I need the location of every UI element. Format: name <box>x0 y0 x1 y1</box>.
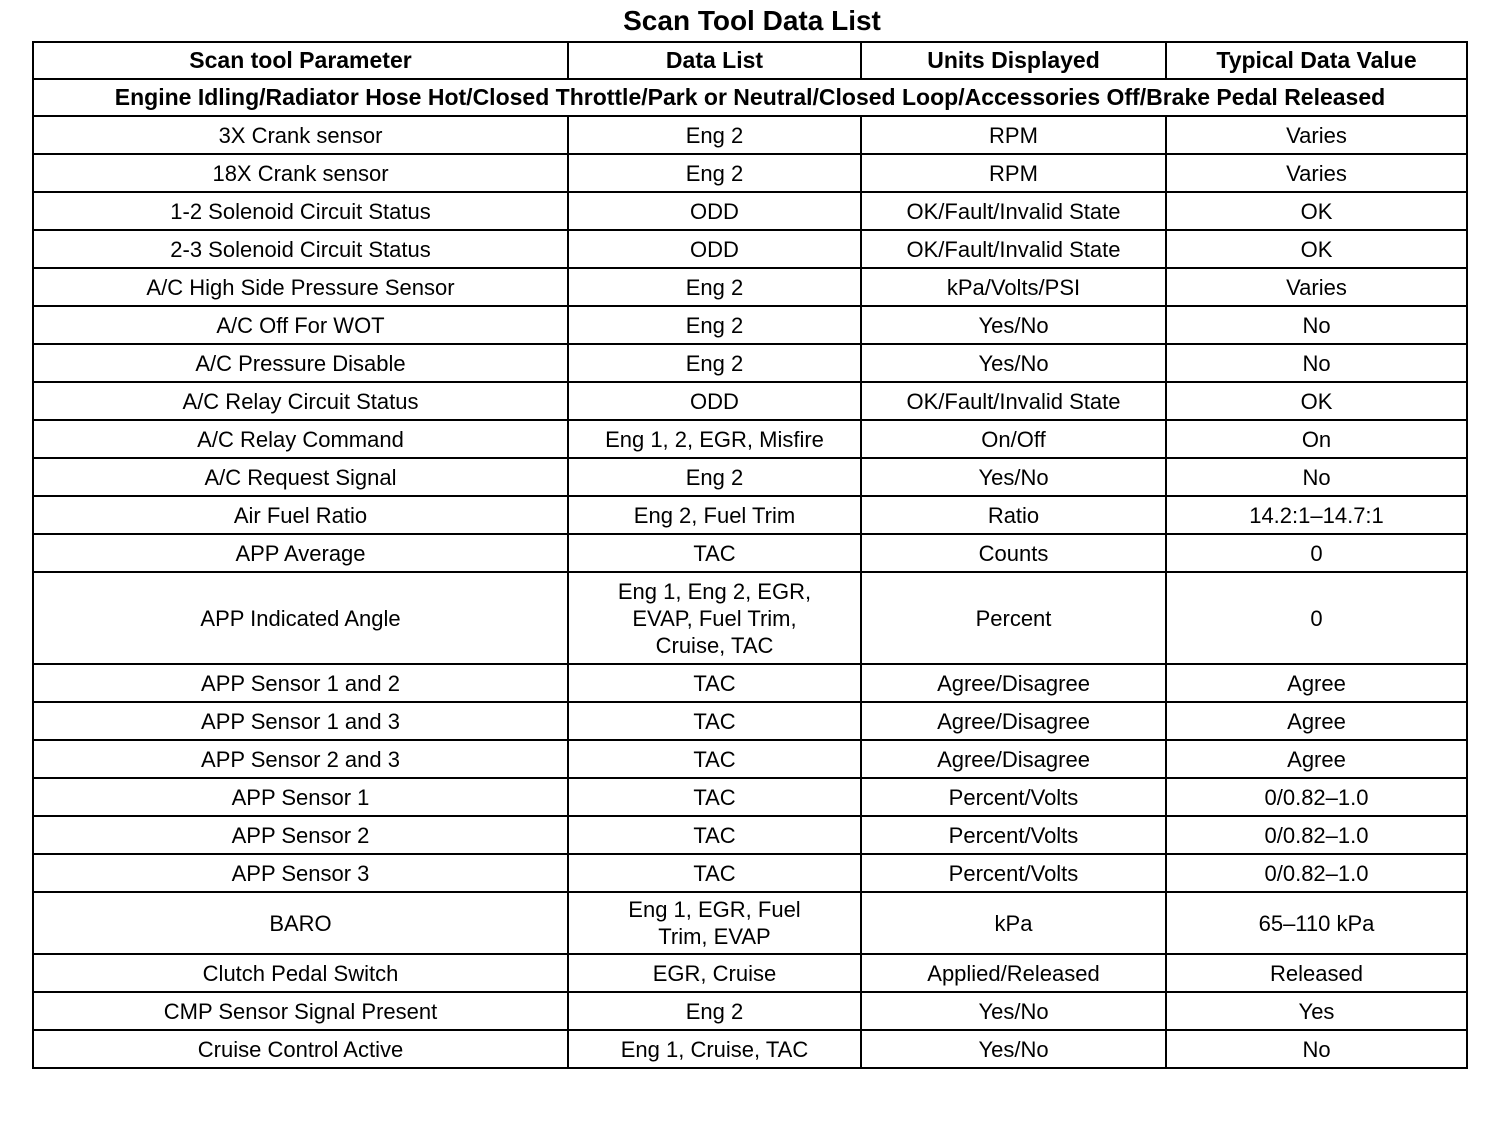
cell-units: kPa/Volts/PSI <box>861 268 1166 306</box>
data-list-line: Trim, EVAP <box>658 924 771 949</box>
cell-parameter: 3X Crank sensor <box>33 116 568 154</box>
cell-parameter: Air Fuel Ratio <box>33 496 568 534</box>
cell-typical-value: 0/0.82–1.0 <box>1166 854 1467 892</box>
cell-units: Yes/No <box>861 344 1166 382</box>
table-row <box>33 854 1467 892</box>
table-row <box>33 420 1467 458</box>
header-typical-value: Typical Data Value <box>1166 42 1467 79</box>
data-list-line: TAC <box>693 860 736 886</box>
cell-units: Counts <box>861 534 1166 572</box>
cell-data-list <box>568 458 861 496</box>
data-list-line: Eng 2 <box>685 464 744 490</box>
table-row <box>33 154 1467 192</box>
cell-units: On/Off <box>861 420 1166 458</box>
cell-typical-value: Released <box>1166 954 1467 992</box>
data-list-line: EVAP, Fuel Trim, <box>632 605 797 631</box>
cell-typical-value: OK <box>1166 192 1467 230</box>
cell-data-list <box>568 954 861 992</box>
cell-parameter: APP Sensor 1 <box>33 778 568 816</box>
cell-typical-value: 0/0.82–1.0 <box>1166 816 1467 854</box>
table-row <box>33 992 1467 1030</box>
cell-units: Ratio <box>861 496 1166 534</box>
data-list-line: Eng 2, Fuel Trim <box>633 502 796 528</box>
cell-units: Yes/No <box>861 1030 1166 1068</box>
data-list-line: TAC <box>693 540 736 566</box>
table-row <box>33 740 1467 778</box>
data-list-line: Eng 1, EGR, Fuel <box>628 897 801 922</box>
cell-typical-value: On <box>1166 420 1467 458</box>
cell-units: Applied/Released <box>861 954 1166 992</box>
cell-data-list <box>568 382 861 420</box>
cell-parameter: A/C Pressure Disable <box>33 344 568 382</box>
cell-typical-value: OK <box>1166 382 1467 420</box>
cell-data-list <box>568 572 861 664</box>
cell-units: kPa <box>861 892 1166 954</box>
cell-units: RPM <box>861 154 1166 192</box>
cell-units: Percent <box>861 572 1166 664</box>
table-row <box>33 534 1467 572</box>
cell-parameter: APP Average <box>33 534 568 572</box>
table-row <box>33 778 1467 816</box>
cell-data-list <box>568 534 861 572</box>
scan-tool-data-table <box>32 41 1468 1069</box>
data-list-line: TAC <box>693 746 736 772</box>
table-row <box>33 230 1467 268</box>
table-row <box>33 268 1467 306</box>
table-row <box>33 954 1467 992</box>
table-row <box>33 458 1467 496</box>
cell-parameter: APP Sensor 3 <box>33 854 568 892</box>
table-row <box>33 344 1467 382</box>
cell-parameter: APP Sensor 1 and 3 <box>33 702 568 740</box>
data-list-line: Eng 2 <box>685 160 744 186</box>
cell-data-list <box>568 664 861 702</box>
cell-data-list <box>568 816 861 854</box>
table-row <box>33 702 1467 740</box>
cell-typical-value: 0/0.82–1.0 <box>1166 778 1467 816</box>
cell-typical-value: Varies <box>1166 154 1467 192</box>
data-list-line: Eng 1, 2, EGR, Misfire <box>605 426 824 452</box>
cell-typical-value: Varies <box>1166 116 1467 154</box>
cell-data-list <box>568 116 861 154</box>
cell-typical-value: Agree <box>1166 740 1467 778</box>
cell-units: Agree/Disagree <box>861 664 1166 702</box>
page-title: Scan Tool Data List <box>623 5 881 36</box>
data-list-line: Eng 2 <box>685 998 744 1024</box>
condition-row <box>33 79 1467 116</box>
cell-data-list <box>568 1030 861 1068</box>
cell-parameter: A/C Off For WOT <box>33 306 568 344</box>
cell-parameter: A/C High Side Pressure Sensor <box>33 268 568 306</box>
table-row <box>33 892 1467 954</box>
cell-units: Percent/Volts <box>861 816 1166 854</box>
table-row <box>33 382 1467 420</box>
cell-units: Agree/Disagree <box>861 702 1166 740</box>
cell-parameter: APP Sensor 1 and 2 <box>33 664 568 702</box>
cell-units: Yes/No <box>861 306 1166 344</box>
cell-units: Agree/Disagree <box>861 740 1166 778</box>
table-row <box>33 816 1467 854</box>
cell-parameter: BARO <box>33 892 568 954</box>
data-list-line: Eng 1, Cruise, TAC <box>620 1036 809 1062</box>
data-list-line: TAC <box>693 670 736 696</box>
cell-units: OK/Fault/Invalid State <box>861 382 1166 420</box>
cell-parameter: Cruise Control Active <box>33 1030 568 1068</box>
cell-data-list <box>568 854 861 892</box>
cell-data-list <box>568 268 861 306</box>
cell-typical-value: 14.2:1–14.7:1 <box>1166 496 1467 534</box>
cell-typical-value: No <box>1166 458 1467 496</box>
data-list-line: ODD <box>690 198 739 224</box>
cell-data-list <box>568 892 861 954</box>
data-list-line: Eng 2 <box>685 122 744 148</box>
table-row <box>33 1030 1467 1068</box>
data-list-line: EGR, Cruise <box>652 960 777 986</box>
cell-data-list <box>568 306 861 344</box>
cell-units: OK/Fault/Invalid State <box>861 192 1166 230</box>
cell-typical-value: Agree <box>1166 664 1467 702</box>
cell-data-list <box>568 344 861 382</box>
cell-parameter: APP Sensor 2 <box>33 816 568 854</box>
cell-data-list <box>568 496 861 534</box>
cell-typical-value: OK <box>1166 230 1467 268</box>
cell-parameter: 2-3 Solenoid Circuit Status <box>33 230 568 268</box>
cell-parameter: CMP Sensor Signal Present <box>33 992 568 1030</box>
table-row <box>33 572 1467 664</box>
cell-parameter: A/C Relay Command <box>33 420 568 458</box>
table-row <box>33 664 1467 702</box>
condition-cell: Engine Idling/Radiator Hose Hot/Closed Throttle/Park or Neutral/Closed Loop/Accessories Off/Brake Pedal Released <box>33 79 1467 116</box>
data-list-line: Eng 2 <box>685 312 744 338</box>
cell-parameter: A/C Relay Circuit Status <box>33 382 568 420</box>
table-row <box>33 192 1467 230</box>
cell-units: OK/Fault/Invalid State <box>861 230 1166 268</box>
cell-parameter: APP Sensor 2 and 3 <box>33 740 568 778</box>
cell-units: Percent/Volts <box>861 778 1166 816</box>
cell-typical-value: Agree <box>1166 702 1467 740</box>
cell-data-list <box>568 740 861 778</box>
data-list-line: Eng 2 <box>685 350 744 376</box>
cell-parameter: APP Indicated Angle <box>33 572 568 664</box>
cell-units: Percent/Volts <box>861 854 1166 892</box>
data-list-line: ODD <box>690 388 739 414</box>
cell-typical-value: 0 <box>1166 534 1467 572</box>
cell-data-list <box>568 192 861 230</box>
table-row <box>33 116 1467 154</box>
cell-units: Yes/No <box>861 458 1166 496</box>
cell-units: RPM <box>861 116 1166 154</box>
cell-data-list <box>568 702 861 740</box>
cell-data-list <box>568 420 861 458</box>
cell-typical-value: No <box>1166 344 1467 382</box>
cell-typical-value: Yes <box>1166 992 1467 1030</box>
data-list-line: TAC <box>693 822 736 848</box>
cell-typical-value: No <box>1166 1030 1467 1068</box>
table-row <box>33 306 1467 344</box>
cell-parameter: 1-2 Solenoid Circuit Status <box>33 192 568 230</box>
cell-data-list <box>568 154 861 192</box>
data-list-line: Eng 1, Eng 2, EGR, <box>617 578 812 604</box>
data-list-line: Eng 2 <box>685 274 744 300</box>
header-data-list: Data List <box>568 42 861 79</box>
cell-typical-value: 0 <box>1166 572 1467 664</box>
data-list-line: Cruise, TAC <box>655 632 774 658</box>
cell-parameter: 18X Crank sensor <box>33 154 568 192</box>
cell-parameter: A/C Request Signal <box>33 458 568 496</box>
table-row <box>33 496 1467 534</box>
cell-data-list <box>568 230 861 268</box>
cell-typical-value: No <box>1166 306 1467 344</box>
header-units: Units Displayed <box>861 42 1166 79</box>
data-list-line: TAC <box>693 784 736 810</box>
cell-data-list <box>568 778 861 816</box>
header-parameter: Scan tool Parameter <box>33 42 568 79</box>
cell-parameter: Clutch Pedal Switch <box>33 954 568 992</box>
cell-typical-value: Varies <box>1166 268 1467 306</box>
cell-data-list <box>568 992 861 1030</box>
data-list-line: TAC <box>693 708 736 734</box>
header-row <box>33 42 1467 79</box>
cell-typical-value: 65–110 kPa <box>1166 892 1467 954</box>
cell-units: Yes/No <box>861 992 1166 1030</box>
data-list-line: ODD <box>690 236 739 262</box>
